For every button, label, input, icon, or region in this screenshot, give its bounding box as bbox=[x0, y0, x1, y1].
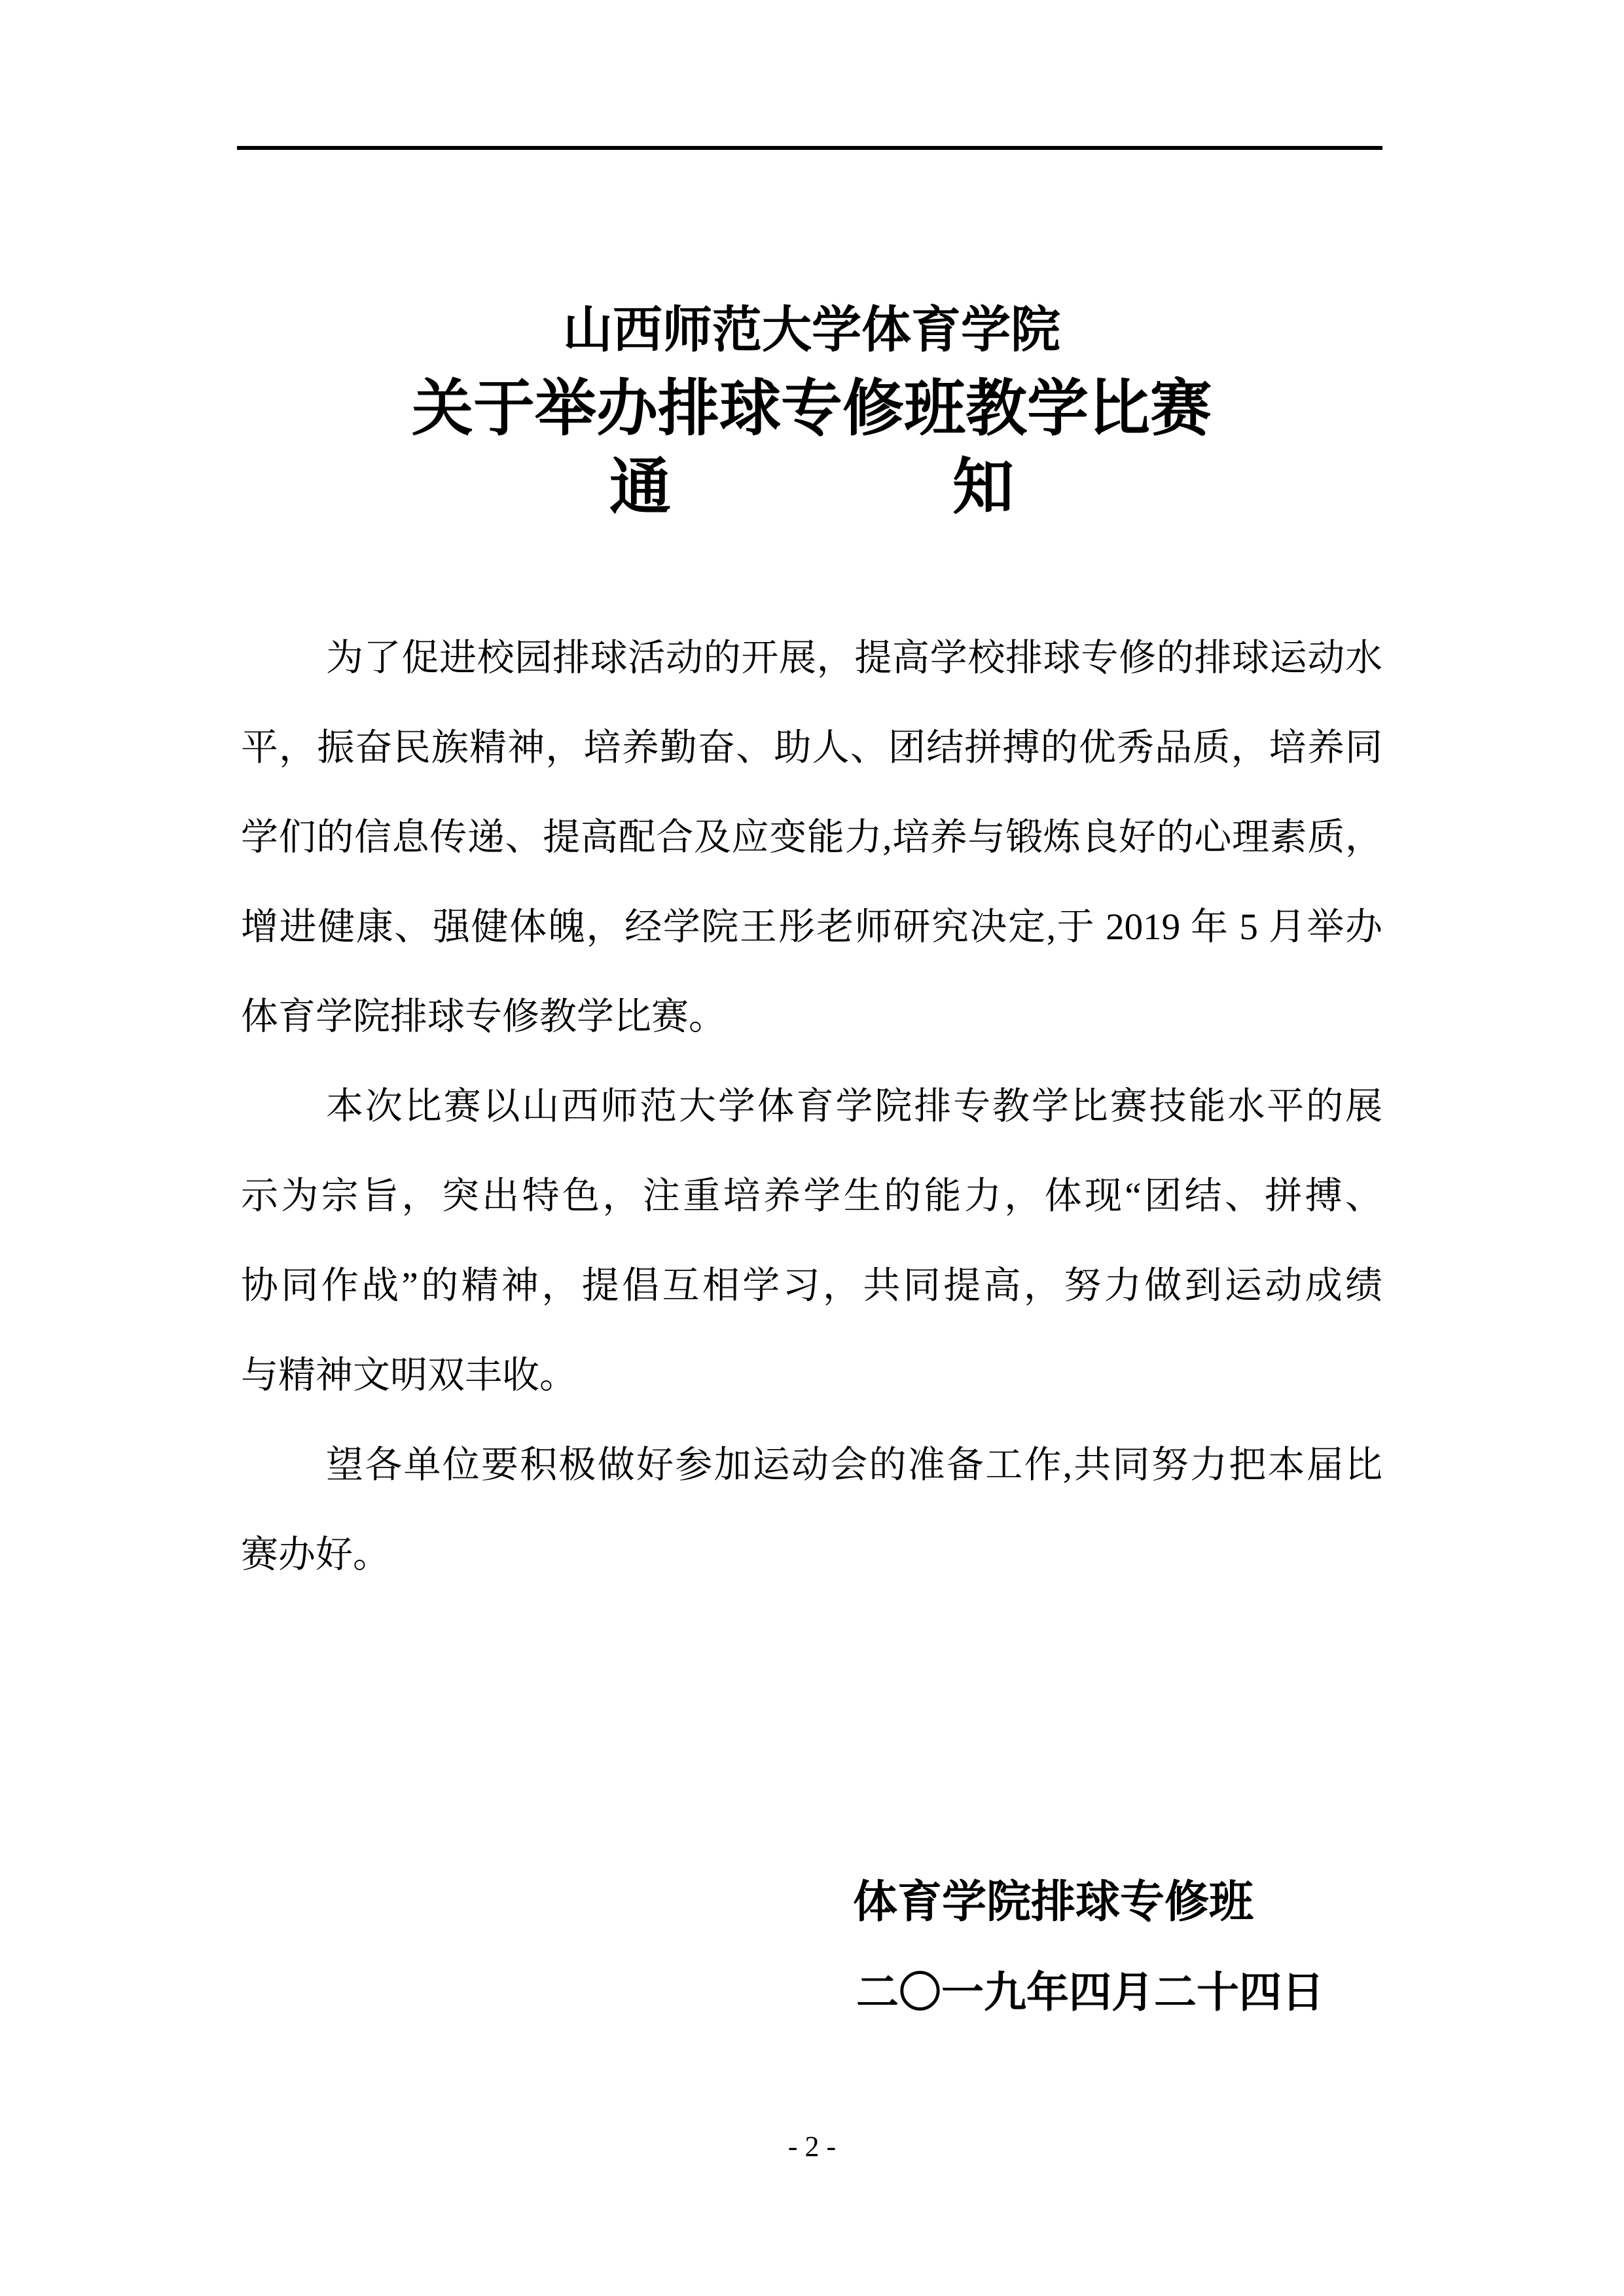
notice-char-right: 知 bbox=[952, 454, 1015, 522]
document-title-notice bbox=[241, 448, 1382, 527]
body-line: 协同作战”的精神，提倡互相学习，共同提高，努力做到运动成绩 bbox=[241, 1265, 1382, 1306]
body-line: 示为宗旨，突出特色，注重培养学生的能力，体现“团结、拼搏、 bbox=[241, 1175, 1382, 1217]
body-line: 学们的信息传递、提高配合及应变能力,培养与锻炼良好的心理素质， bbox=[241, 817, 1382, 858]
notice-title-gap bbox=[671, 507, 952, 508]
document-body bbox=[241, 613, 1382, 1600]
body-line: 本次比赛以山西师范大学体育学院排专教学比赛技能水平的展 bbox=[326, 1086, 1382, 1127]
body-line: 赛办好。 bbox=[241, 1534, 390, 1575]
signature-organization: 体育学院排球专修班 bbox=[853, 1877, 1254, 1927]
body-line: 增进健康、强健体魄，经学院王彤老师研究决定,于 2019 年 5 月举办 bbox=[241, 906, 1382, 948]
body-line: 平，振奋民族精神，培养勤奋、助人、团结拼搏的优秀品质，培养同 bbox=[241, 727, 1382, 768]
body-line: 与精神文明双丰收。 bbox=[241, 1355, 577, 1396]
document-title-subject: 关于举办排球专修班教学比赛 bbox=[411, 375, 1212, 443]
body-line: 体育学院排球专修教学比赛。 bbox=[241, 996, 726, 1037]
body-line: 为了促进校园排球活动的开展，提高学校排球专修的排球运动水 bbox=[326, 637, 1382, 679]
signature-date: 二〇一九年四月二十四日 bbox=[856, 1969, 1325, 2017]
header-rule bbox=[237, 146, 1382, 150]
document-title-institution: 山西师范大学体育学院 bbox=[563, 303, 1060, 358]
body-line: 望各单位要积极做好参加运动会的准备工作,共同努力把本届比 bbox=[326, 1444, 1382, 1486]
notice-char-left: 通 bbox=[609, 454, 671, 522]
page-number: - 2 - bbox=[787, 2130, 837, 2162]
